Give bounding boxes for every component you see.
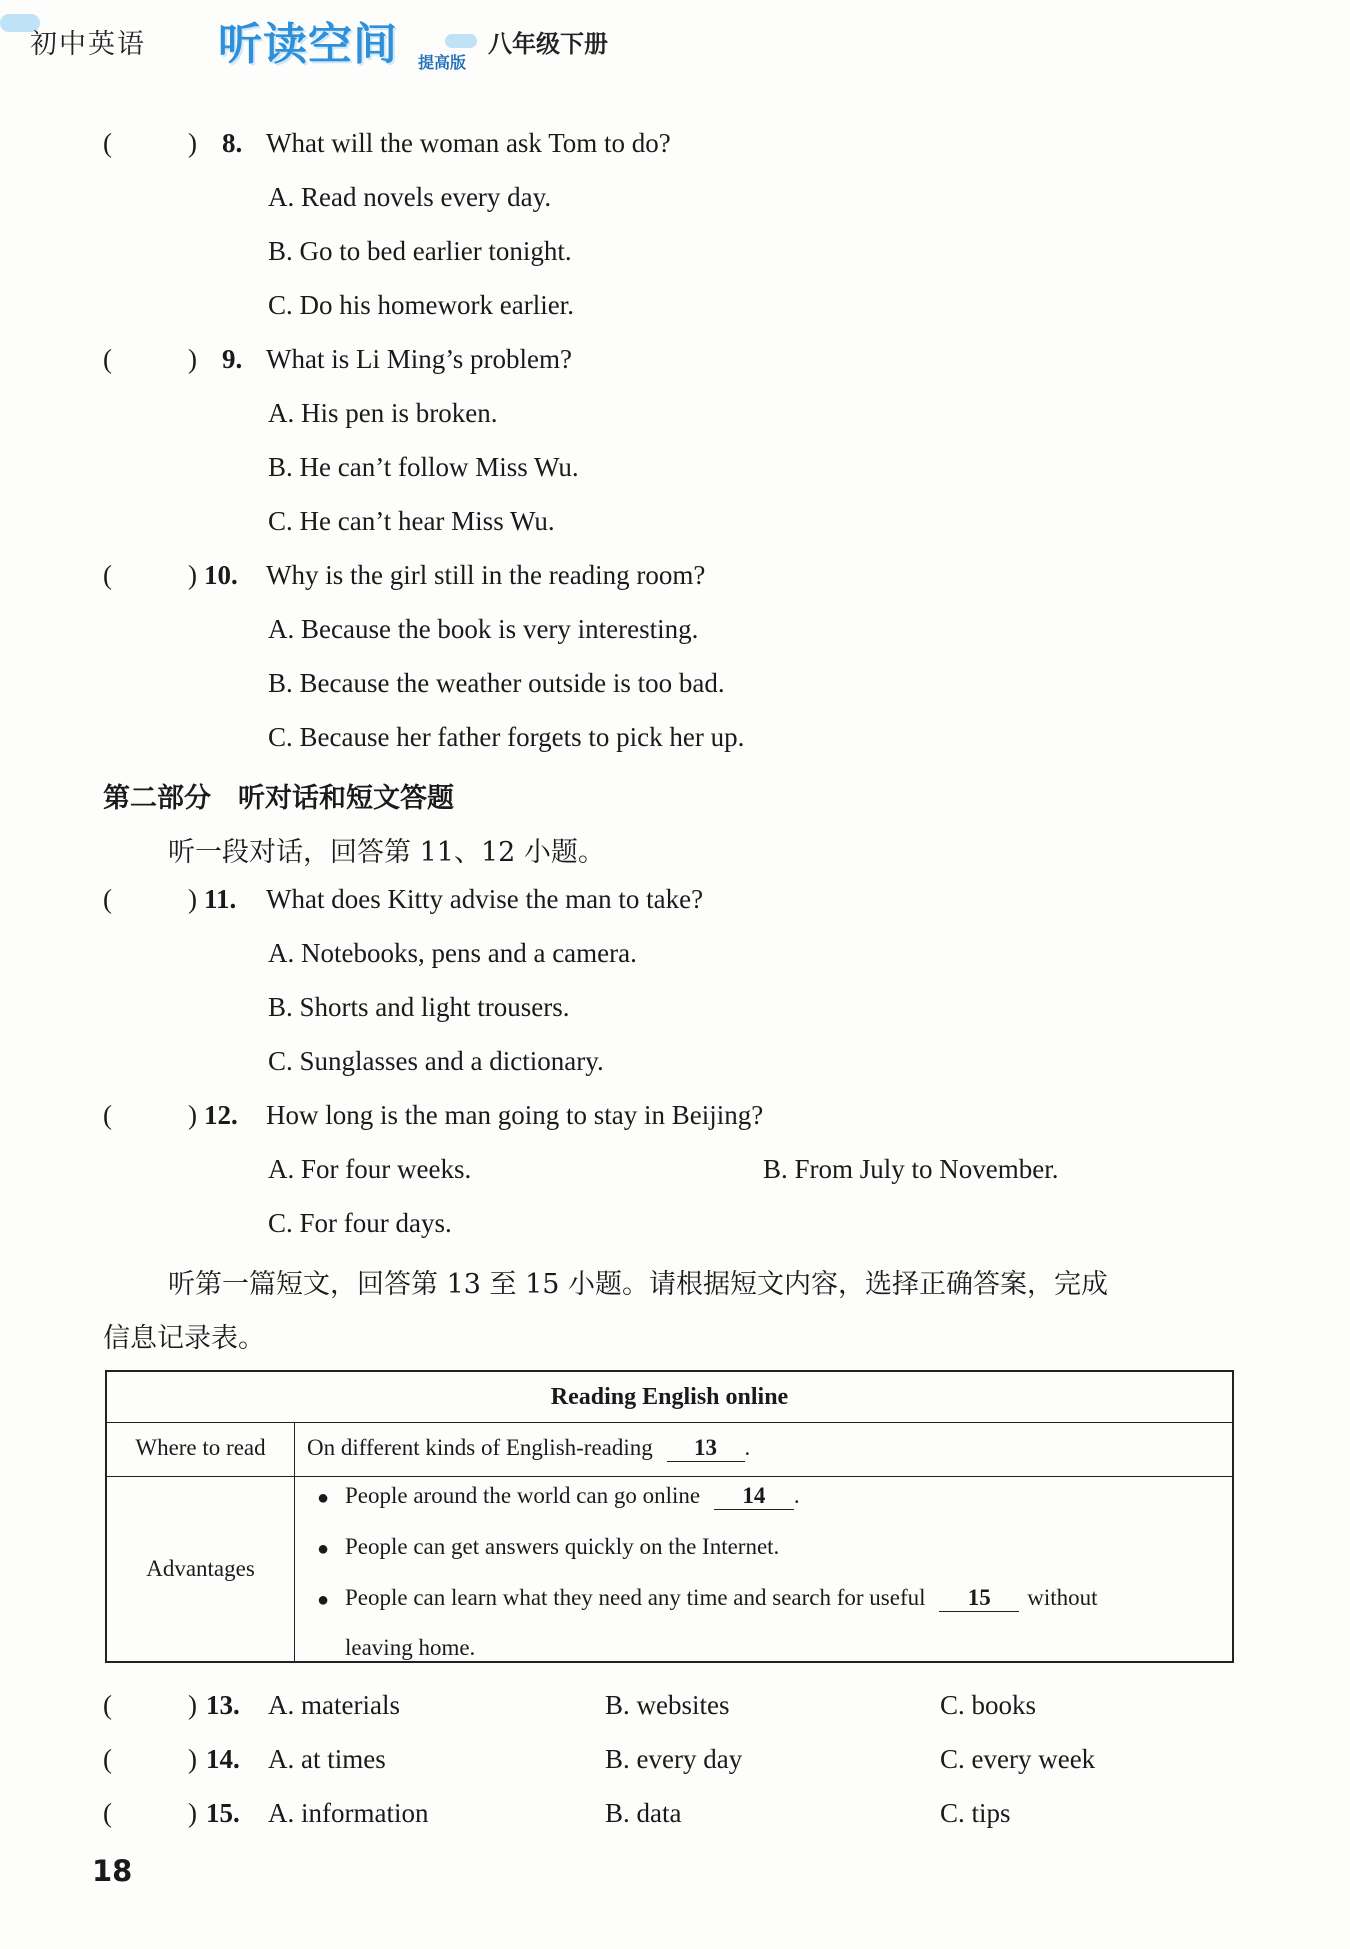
question-stem: What will the woman ask Tom to do? (266, 128, 671, 158)
answer-paren-close: ) (188, 344, 197, 374)
advantage-item: People can get answers quickly on the Internet. (345, 1534, 780, 1559)
bullet-icon: ● (317, 1538, 330, 1560)
option-c: C. Sunglasses and a dictionary. (268, 1046, 604, 1076)
question-number: 11. (204, 884, 237, 914)
answer-blank-14[interactable]: 14 (714, 1483, 794, 1510)
option-b: B. Shorts and light trousers. (268, 992, 570, 1022)
option-a: A. information (268, 1798, 429, 1828)
question-number: 14. (206, 1744, 240, 1774)
answer-paren-open[interactable]: ( (103, 344, 112, 374)
answer-paren-close: ) (188, 1690, 197, 1720)
option-c: C. tips (940, 1798, 1011, 1828)
advantage-item-continued: leaving home. (345, 1635, 476, 1660)
section-heading: 第二部分 听对话和短文答题 (103, 783, 454, 814)
advantage-text: People around the world can go online (345, 1483, 701, 1508)
cloud-decoration-icon (445, 34, 477, 48)
question-number: 13. (206, 1690, 240, 1720)
answer-paren-close: ) (188, 560, 197, 590)
answer-blank-15[interactable]: 15 (939, 1585, 1019, 1612)
option-a: A. materials (268, 1690, 400, 1720)
answer-paren-open[interactable]: ( (103, 884, 112, 914)
series-logo: 听读空间 (218, 19, 398, 70)
answer-paren-close: ) (188, 1744, 197, 1774)
option-c: C. Do his homework earlier. (268, 290, 574, 320)
answer-paren-open[interactable]: ( (103, 560, 112, 590)
answer-paren-open[interactable]: ( (103, 1798, 112, 1828)
info-record-table (105, 1370, 1234, 1663)
advantage-item (345, 1483, 800, 1510)
option-c: C. Because her father forgets to pick her up. (268, 722, 745, 752)
question-number: 8. (222, 128, 243, 158)
table-title: Reading English online (550, 1384, 789, 1410)
option-a: A. Because the book is very interesting. (268, 614, 699, 644)
option-c: C. He can’t hear Miss Wu. (268, 506, 555, 536)
advantage-end: without (1027, 1585, 1098, 1610)
instruction-text: 听第一篇短文，回答第 13 至 15 小题。请根据短文内容，选择正确答案，完成 (168, 1269, 1109, 1300)
question-number: 10. (204, 560, 238, 590)
option-c: C. For four days. (268, 1208, 452, 1238)
option-b: B. every day (605, 1744, 743, 1774)
option-a: A. Notebooks, pens and a camera. (268, 938, 637, 968)
row-text: On different kinds of English-reading (307, 1435, 653, 1460)
row-label: Where to read (135, 1435, 266, 1460)
answer-paren-close: ) (188, 1100, 197, 1130)
table-row (107, 1422, 1232, 1476)
advantage-item (345, 1585, 1098, 1612)
instruction-text-continued: 信息记录表。 (103, 1323, 265, 1354)
option-b: B. He can’t follow Miss Wu. (268, 452, 579, 482)
row-end: . (744, 1435, 751, 1460)
question-number: 9. (222, 344, 243, 374)
question-number: 12. (204, 1100, 238, 1130)
advantage-end: . (793, 1483, 800, 1508)
book-title: 初中英语 (30, 29, 146, 60)
option-b: B. websites (605, 1690, 730, 1720)
bullet-icon: ● (317, 1487, 330, 1509)
question-stem: How long is the man going to stay in Beijing? (266, 1100, 764, 1130)
option-b: B. Go to bed earlier tonight. (268, 236, 572, 266)
row-label: Advantages (146, 1556, 255, 1581)
option-c: C. every week (940, 1744, 1096, 1774)
answer-paren-open[interactable]: ( (103, 1744, 112, 1774)
answer-blank-13[interactable]: 13 (667, 1435, 745, 1462)
table-row (107, 1476, 1232, 1662)
advantage-text: People can learn what they need any time and search for useful (345, 1585, 926, 1610)
option-b: B. From July to November. (763, 1154, 1059, 1184)
option-c: C. books (940, 1690, 1037, 1720)
option-b: B. data (605, 1798, 682, 1828)
answer-paren-close: ) (188, 1798, 197, 1828)
edition-label: 提高版 (418, 53, 467, 72)
option-a: A. His pen is broken. (268, 398, 498, 428)
grade-label: 八年级下册 (488, 30, 608, 58)
answer-paren-close: ) (188, 884, 197, 914)
answer-paren-open[interactable]: ( (103, 128, 112, 158)
question-stem: What is Li Ming’s problem? (266, 344, 572, 374)
answer-paren-close: ) (188, 128, 197, 158)
option-a: A. Read novels every day. (268, 182, 552, 212)
answer-paren-open[interactable]: ( (103, 1690, 112, 1720)
option-a: A. at times (268, 1744, 386, 1774)
page-number: 18 (92, 1854, 133, 1888)
row-content (307, 1435, 750, 1462)
column-divider (294, 1422, 295, 1662)
option-a: A. For four weeks. (268, 1154, 472, 1184)
answer-paren-open[interactable]: ( (103, 1100, 112, 1130)
question-stem: Why is the girl still in the reading room? (266, 560, 706, 590)
question-number: 15. (206, 1798, 240, 1828)
option-b: B. Because the weather outside is too bad. (268, 668, 725, 698)
question-stem: What does Kitty advise the man to take? (266, 884, 704, 914)
instruction-text: 听一段对话，回答第 11、12 小题。 (168, 837, 605, 868)
bullet-icon: ● (317, 1589, 330, 1611)
